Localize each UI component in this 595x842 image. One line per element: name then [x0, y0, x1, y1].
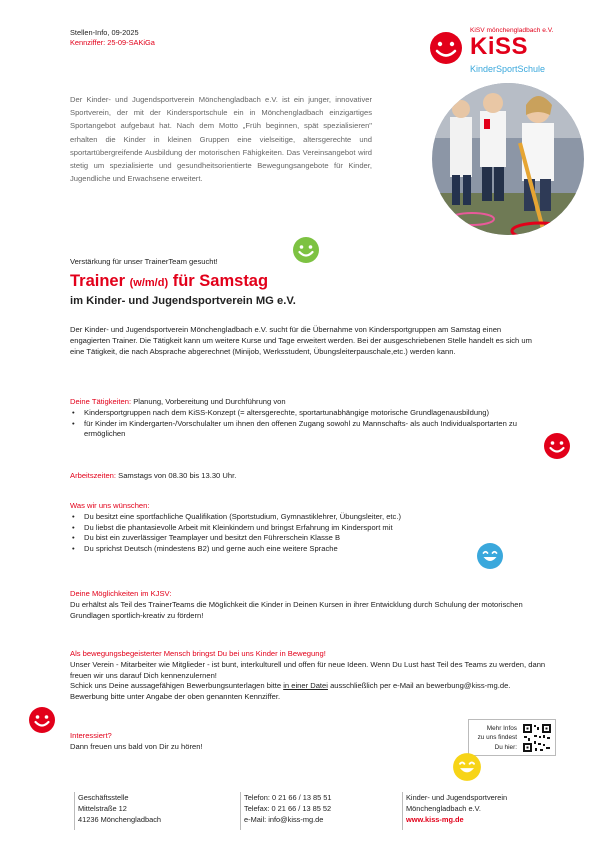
blue-smiley-icon: [476, 542, 504, 570]
document-header: [70, 28, 155, 48]
hours-value: Samstags von 08.30 bis 13.30 Uhr.: [116, 471, 237, 480]
closing-text: Dann freuen uns bald von Dir zu hören!: [70, 741, 203, 751]
hours-section: [70, 471, 540, 482]
footer-email: e-Mail: info@kiss-mg.de: [244, 814, 324, 824]
list-item: • Du liebst die phantasievolle Arbeit mit Kleinkindern und bringst Erfahrung im Kindersport mit: [70, 523, 540, 534]
list-item: • für Kinder im Kindergarten-/Vorschulalter um ihnen den offenen Zugang sowohl zu Mannschafts- als auch Individualsportarten zu ermöglichen: [70, 419, 530, 441]
logo-top-text: KiSV mönchengladbach e.V.: [470, 27, 554, 34]
options-heading: Deine Möglichkeiten im KJSV:: [70, 589, 172, 598]
hours-label: Arbeitszeiten:: [70, 471, 117, 480]
tasks-heading: [70, 397, 540, 408]
wishes-list: [70, 512, 540, 555]
job-description: Der Kinder- und Jugendsportverein Mönchengladbach e.V. sucht für die Übernahme von Kindersportgruppen am Samstag einen engagierten Trainer. Die Tätigkeit kann um weitere Kurse und Tage erweitert werden. Bei der ausgeschriebenen Stelle handelt es sich um eine Tätigkeit, die nach Absprache abgerechnet (Minijob, Werksstudent, Übungsleiterpauschale,etc.) werden kann.: [70, 325, 532, 356]
options-section: [70, 589, 540, 621]
qr-info-text: Mehr Infos zu uns findest Du hier:: [477, 725, 517, 751]
footer-website-link[interactable]: www.kiss-mg.de: [406, 814, 464, 824]
yellow-smiley-icon: [452, 752, 482, 782]
tasks-section: [70, 397, 540, 440]
closing-question: Interessiert?: [70, 731, 112, 740]
apply-text-2: Schick uns Deine aussagefähigen Bewerbungsunterlagen bitte in einer Datei ausschließlich per e-Mail an bewerbung@kiss-mg.de. Bewerbung bitte unter Angabe der oben genannten Kennziffer.: [70, 681, 511, 702]
wishes-section: [70, 501, 540, 555]
apply-text-1: Unser Verein - Mitarbeiter wie Mitglieder - ist bunt, interkulturell und offen für neue Ideen. Wenn Du Lust hast Teil des Teams zu werden, dann freuen wir uns darauf Dich kennenzulernen!: [70, 659, 546, 680]
tasks-label: Deine Tätigkeiten:: [70, 397, 132, 406]
footer-org: Kinder- und Jugendsportverein Mönchengladbach e.V. www.kiss-mg.de: [406, 793, 508, 824]
green-smiley-icon: [292, 236, 320, 264]
red-smiley-icon: [543, 432, 571, 460]
job-title-day: für Samstag: [168, 272, 269, 290]
footer-contact: Telefon: 0 21 66 / 13 85 51 Telefax: 0 21 66 / 13 85 52 e-Mail: info@kiss-mg.de: [244, 793, 332, 824]
job-subheading: Verstärkung für unser TrainerTeam gesucht!: [70, 257, 218, 266]
list-item: • Kindersportgruppen nach dem KiSS-Konzept (= altersgerechte, sportartunabhängige motorische Grundlagenausbildung): [70, 408, 530, 419]
list-item: • Du besitzt eine sportfachliche Qualifikation (Sportstudium, Gymnastiklehrer, Übungsleiter, etc.): [70, 512, 540, 523]
job-title-gender: (w/m/d): [129, 277, 169, 289]
footer-divider: [402, 792, 403, 830]
list-item: • Du bist ein zuverlässiger Teamplayer und besitzt den Führerschein Klasse B: [70, 533, 540, 544]
intro-text: Der Kinder- und Jugendsportverein Mönchengladbach e.V. ist ein junger, innovativer Sportverein, der mit der Kindersportschule ein in Mönchengladbach einzigartiges Sportangebot aufgebaut hat. Nach dem Motto „Früh beginnen, spät spezialisieren" erhalten die Kinder in kleinen Gruppen eine vielseitige, altersgerechte und sportartübergreifende Ausbildung der motorischen Fähigkeiten. Das Vereinsangebot wird stetig um spezialisierte und gesundheitsorientierte Bewegungsangebote für Kinder, Jugendliche und Erwachsene erweitert.: [70, 95, 372, 184]
kiss-logo: [428, 26, 558, 82]
red-smiley-left-icon: [28, 706, 56, 734]
footer-divider: [240, 792, 241, 830]
job-title: [70, 272, 268, 292]
stellen-info: Stellen-Info, 09-2025: [70, 28, 139, 37]
kennziffer: Kennziffer: 25-09-SAKiGa: [70, 37, 155, 47]
apply-heading: Als bewegungsbegeisterter Mensch bringst Du bei uns Kinder in Bewegung!: [70, 649, 326, 658]
children-photo: [432, 83, 584, 235]
footer-divider: [74, 792, 75, 830]
apply-section: [70, 649, 550, 703]
options-text: Du erhältst als Teil des TrainerTeams die Möglichkeit die Kinder in Deinen Kursen in ihrer Entwicklung durch Schulung der motorischen Grundlagen sportlich-kreativ zu fördern!: [70, 599, 523, 620]
photo-illustration: [432, 83, 584, 235]
job-title-main: Trainer: [70, 272, 130, 290]
job-subtitle: im Kinder- und Jugendsportverein MG e.V.: [70, 295, 296, 307]
apply-underline: in einer Datei: [283, 681, 328, 691]
logo-bottom-text: KinderSportSchule: [470, 64, 546, 74]
tasks-lead: Planung, Vorbereitung und Durchführung von: [131, 397, 286, 406]
qr-info-box: [468, 719, 556, 756]
tasks-list: [70, 408, 530, 440]
qr-code-icon[interactable]: [522, 723, 552, 753]
list-item: • Du sprichst Deutsch (mindestens B2) und gerne auch eine weitere Sprache: [70, 544, 540, 555]
logo-kiss-text: KiSS: [470, 33, 529, 60]
wishes-heading: Was wir uns wünschen:: [70, 501, 150, 510]
footer-address: Geschäftsstelle Mittelstraße 12 41236 Mönchengladbach: [78, 793, 162, 824]
